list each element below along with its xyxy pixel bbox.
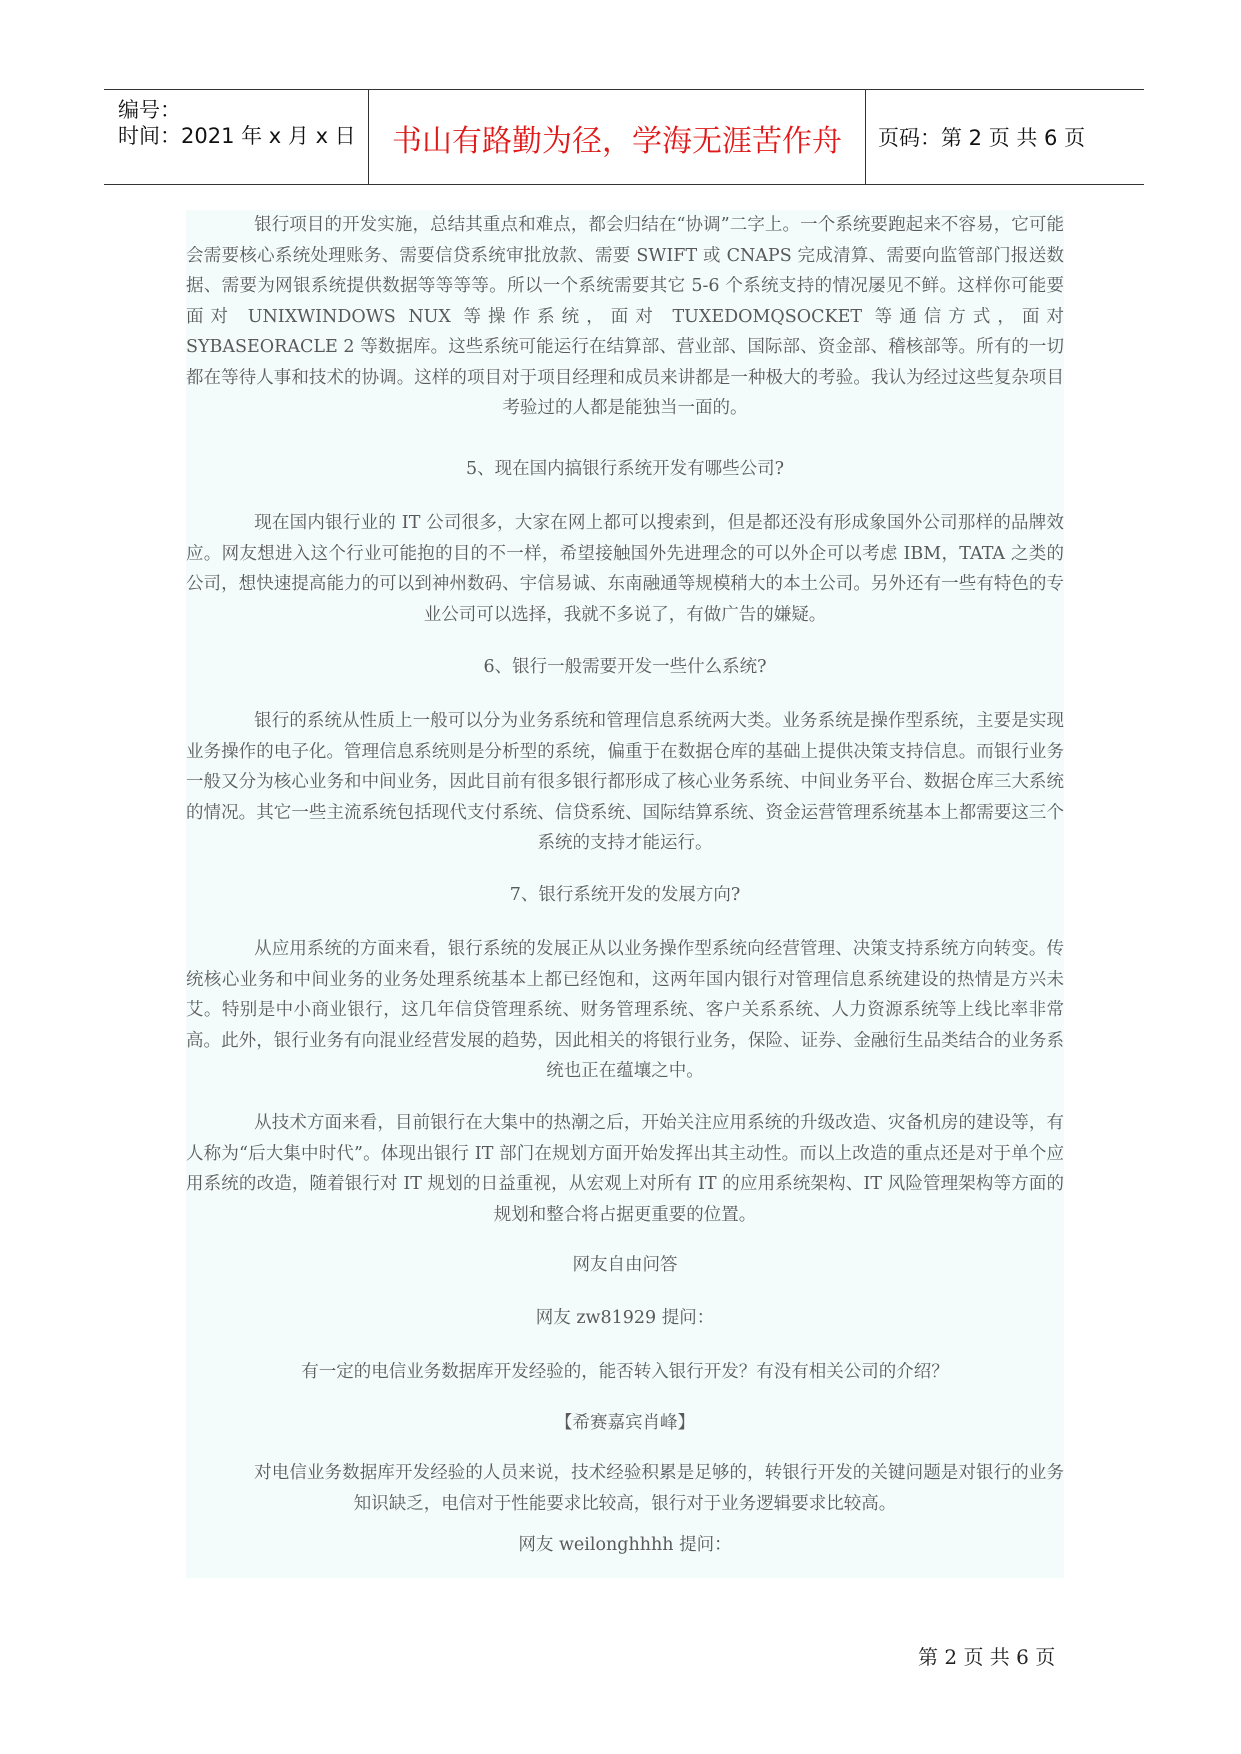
- page-code: 页码：第 2 页 共 6 页: [878, 126, 1086, 150]
- document-time: 时间：2021 年 x 月 x 日: [118, 124, 356, 148]
- question-heading-5: 5、现在国内搞银行系统开发有哪些公司?: [465, 459, 784, 479]
- asker-2: 网友 weilonghhhh 提问：: [518, 1535, 732, 1555]
- asker-1: 网友 zw81929 提问：: [535, 1308, 715, 1328]
- question-1: 有一定的电信业务数据库开发经验的，能否转入银行开发？有没有相关公司的介绍？: [301, 1362, 949, 1382]
- document-number: 编号：: [118, 98, 181, 122]
- question-heading-7: 7、银行系统开发的发展方向?: [509, 885, 741, 905]
- paragraph-application-direction: 从应用系统的方面来看，银行系统的发展正从以业务操作型系统向经营管理、决策支持系统方向转变。传统核心业务和中间业务的业务处理系统基本上都已经饱和，这两年国内银行对管理信息系统建设的热情是方兴未艾。特别是中小商业银行，这几年信贷管理系统、财务管理系统、客户关系系统、人力资源系统等上线比率非常高。此外，银行业务有向混业经营发展的趋势，因此相关的将银行业务，保险、证券、金融衍生品类结合的业务系统也正在蕴壤之中。: [186, 939, 1064, 1081]
- header-motto-cell: [368, 90, 866, 184]
- header-page-cell: [866, 90, 1144, 184]
- qa-section-title: 网友自由问答: [572, 1255, 678, 1275]
- paragraph-coordination: 银行项目的开发实施，总结其重点和难点，都会归结在“协调”二字上。一个系统要跑起来不容易，它可能会需要核心系统处理账务、需要信贷系统审批放款、需要 SWIFT 或 CNAPS 完成清算、需要向监管部门报送数据、需要为网银系统提供数据等等等等。所以一个系统需要其它 5-6 个系统支持的情况屡见不鲜。这样你可能要面对 UNIXWINDOWS NUX 等操作系统，面对 TUXEDOMQSOCKET 等通信方式，面对 SYBASEORACLE 2 等数据库。这些系统可能运行在结算部、营业部、国际部、资金部、稽核部等。所有的一切都在等待人事和技术的协调。这样的项目对于项目经理和成员来讲都是一种极大的考验。我认为经过这些复杂项目考验过的人都是能独当一面的。: [186, 215, 1064, 418]
- paragraph-companies: 现在国内银行业的 IT 公司很多，大家在网上都可以搜索到，但是都还没有形成象国外公司那样的品牌效应。网友想进入这个行业可能抱的目的不一样，希望接触国外先进理念的可以外企可以考虑 IBM，TATA 之类的公司，想快速提高能力的可以到神州数码、宇信易诚、东南融通等规模稍大的本土公司。另外还有一些有特色的专业公司可以选择，我就不多说了，有做广告的嫌疑。: [186, 513, 1064, 625]
- guest-label: 【希赛嘉宾肖峰】: [555, 1413, 695, 1433]
- header-info-cell: [104, 90, 368, 184]
- motto: 书山有路勤为径，学海无涯苦作舟: [392, 124, 842, 159]
- header-table: [104, 89, 1144, 185]
- paragraph-systems: 银行的系统从性质上一般可以分为业务系统和管理信息系统两大类。业务系统是操作型系统，主要是实现业务操作的电子化。管理信息系统则是分析型的系统，偏重于在数据仓库的基础上提供决策支持信息。而银行业务一般又分为核心业务和中间业务，因此目前有很多银行都形成了核心业务系统、中间业务平台、数据仓库三大系统的情况。其它一些主流系统包括现代支付系统、信贷系统、国际结算系统、资金运营管理系统基本上都需要这三个系统的支持才能运行。: [186, 711, 1064, 853]
- content-panel: [186, 210, 1064, 1578]
- answer-1: 对电信业务数据库开发经验的人员来说，技术经验积累是足够的，转银行开发的关键问题是对银行的业务知识缺乏，电信对于性能要求比较高，银行对于业务逻辑要求比较高。: [254, 1463, 1064, 1514]
- page-footer: 第 2 页 共 6 页: [918, 1645, 1056, 1669]
- question-heading-6: 6、银行一般需要开发一些什么系统?: [483, 657, 767, 677]
- paragraph-technical-direction: 从技术方面来看，目前银行在大集中的热潮之后，开始关注应用系统的升级改造、灾备机房的建设等，有人称为“后大集中时代”。体现出银行 IT 部门在规划方面开始发挥出其主动性。而以上改造的重点还是对于单个应用系统的改造，随着银行对 IT 规划的日益重视，从宏观上对所有 IT 的应用系统架构、IT 风险管理架构等方面的规划和整合将占据更重要的位置。: [186, 1113, 1064, 1225]
